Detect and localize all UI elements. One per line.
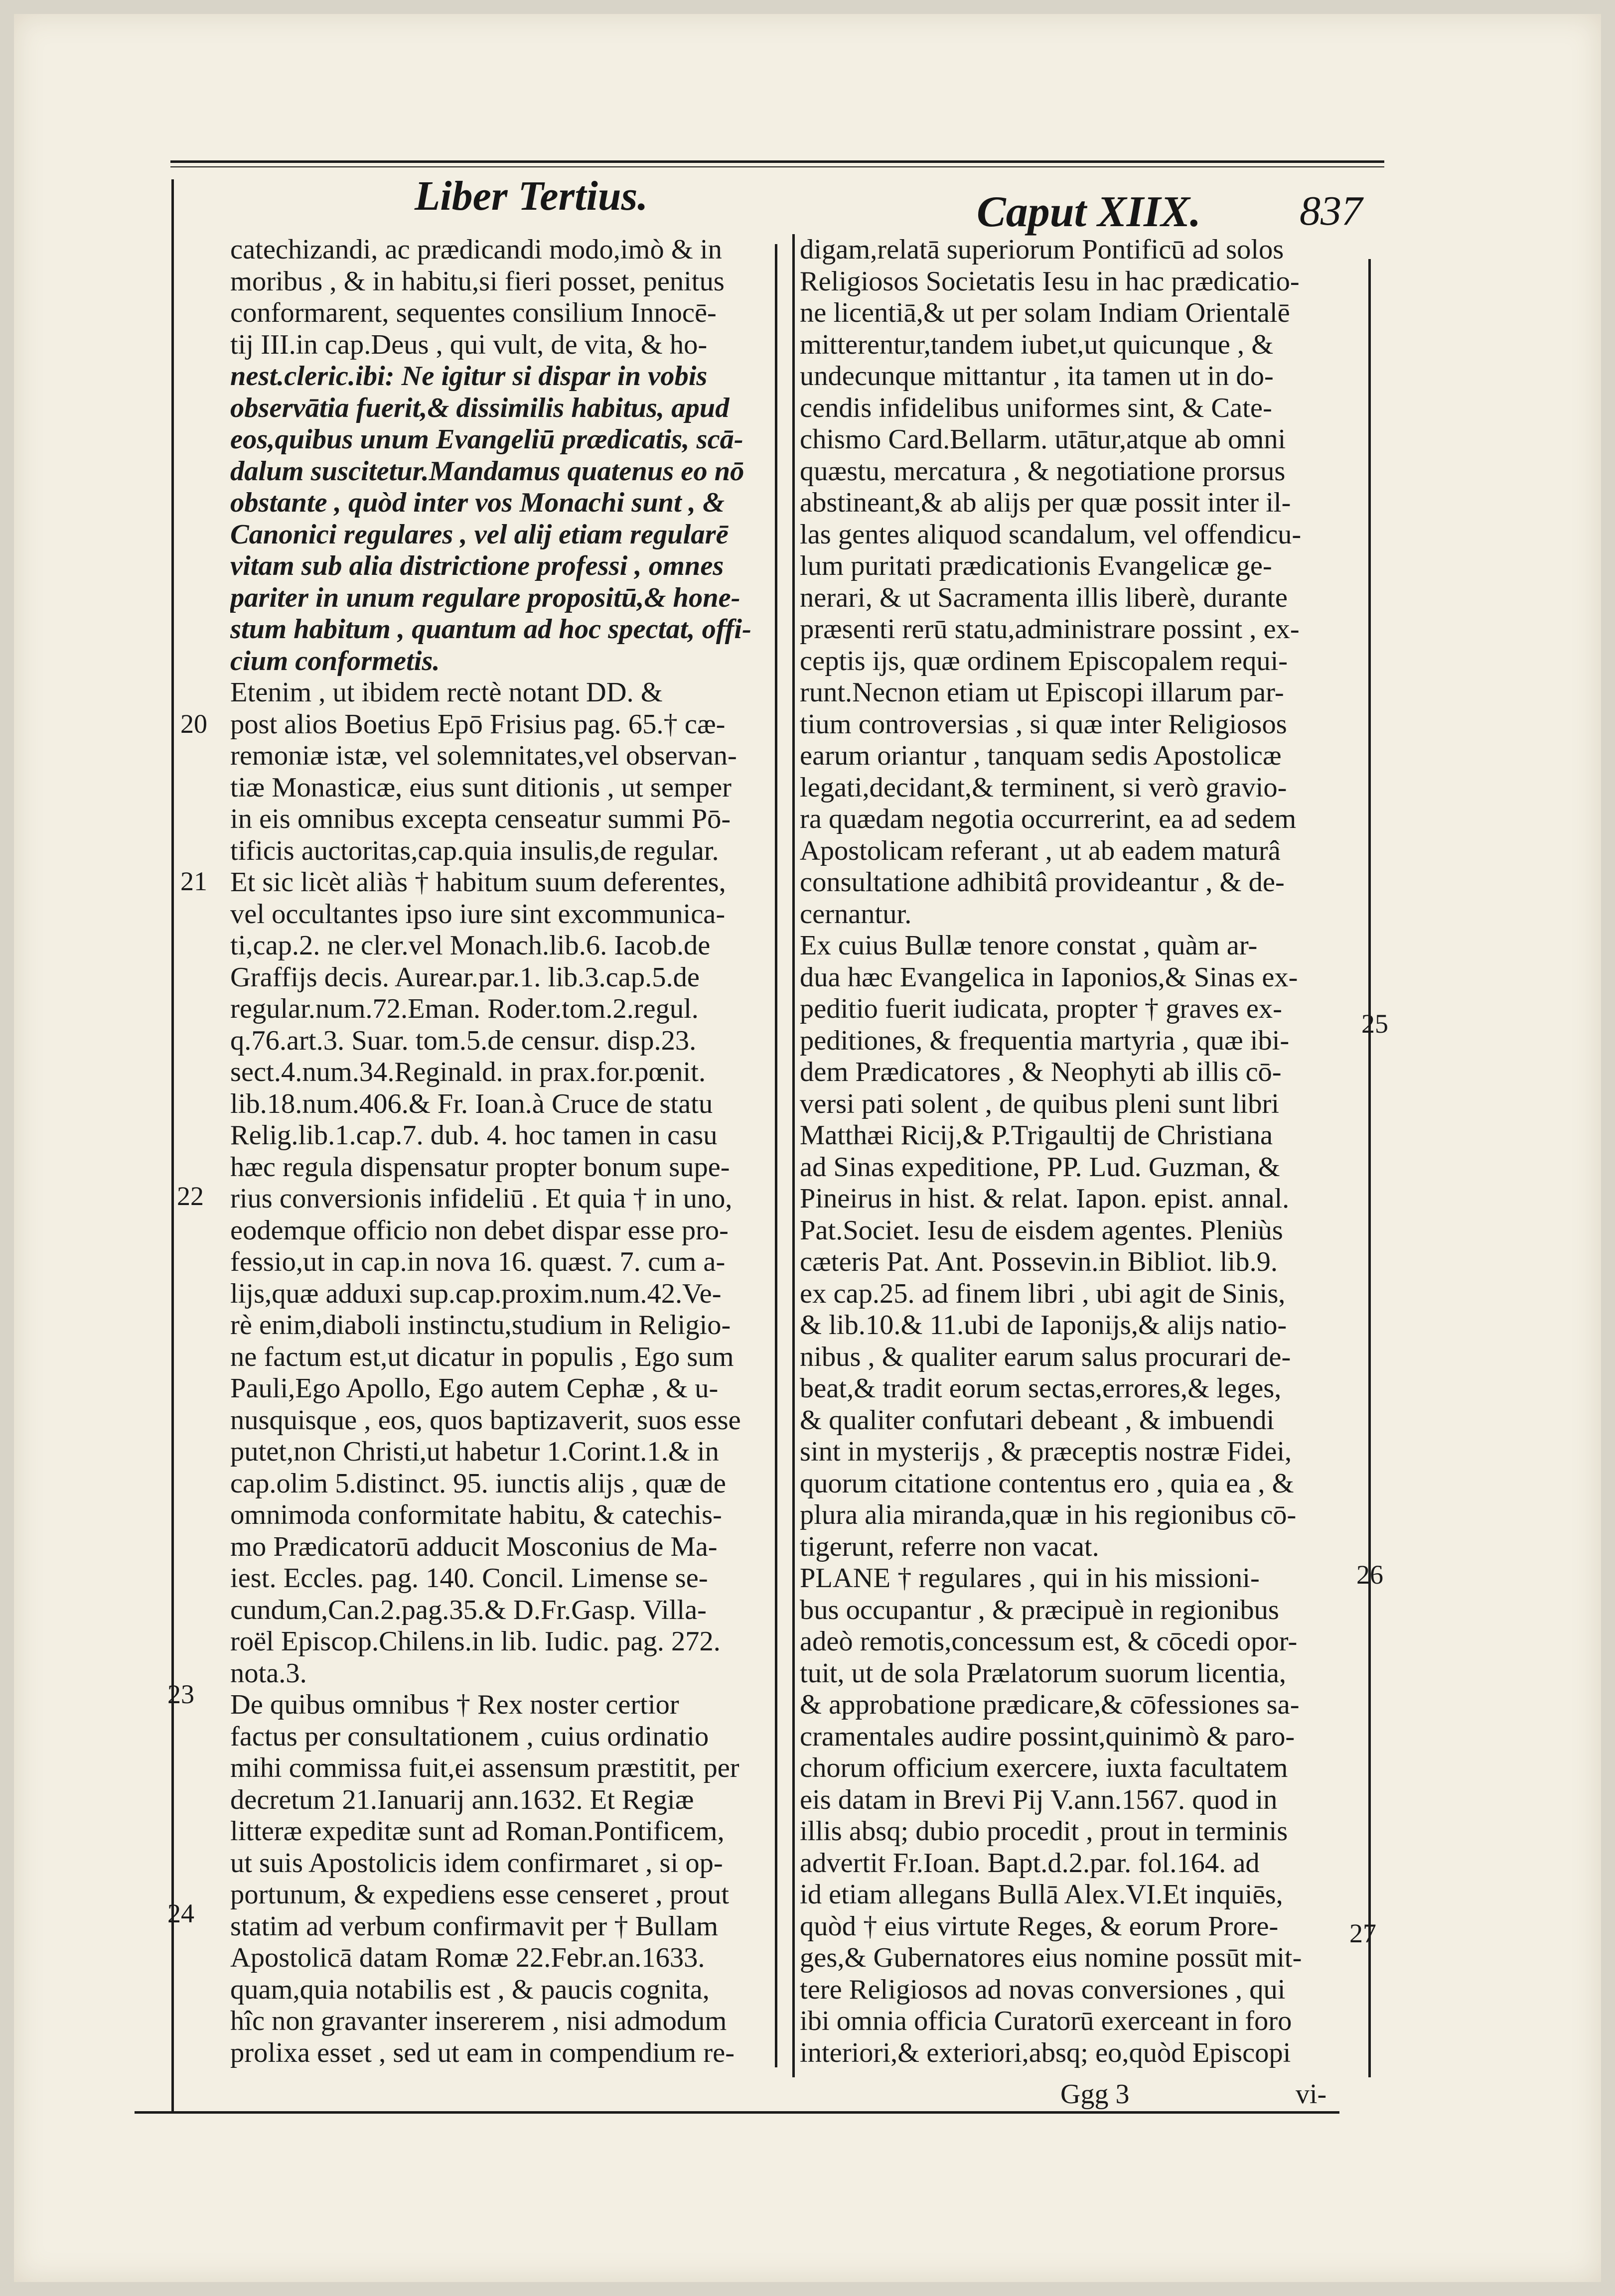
text-line: id etiam allegans Bullā Alex.VI.Et inquiēs, <box>800 1879 1283 1910</box>
column-divider-right <box>792 234 795 2077</box>
text-line: cap.olim 5.distinct. 95. iunctis alijs , quæ de <box>230 1468 726 1499</box>
text-line: ut suis Apostolicis idem confirmaret , si op- <box>230 1847 723 1879</box>
right-text-column <box>800 234 1370 2069</box>
text-line: observātia fuerit,& dissimilis habitus, apud <box>230 392 730 423</box>
text-line: tigerunt, referre non vacat. <box>800 1531 1099 1562</box>
text-line: nusquisque , eos, quos baptizaverit, suos esse <box>230 1404 741 1436</box>
text-line: vel occultantes ipso iure sint excommunica- <box>230 898 726 930</box>
text-line: nota.3. <box>230 1657 307 1689</box>
text-line: hîc non gravanter insererem , nisi admodum <box>230 2006 727 2036</box>
text-line: iest. Eccles. pag. 140. Concil. Limense se- <box>230 1563 708 1594</box>
text-line: sect.4.num.34.Reginald. in prax.for.pœnit. <box>230 1057 706 1087</box>
text-line: cendis infidelibus uniformes sint, & Cate- <box>800 392 1272 423</box>
text-line: dalum suscitetur.Mandamus quatenus eo nō <box>230 455 744 487</box>
text-line: consultatione adhibitâ provideantur , & de- <box>800 867 1285 898</box>
text-line: putet,non Christi,ut habetur 1.Corint.1.& in <box>230 1436 719 1467</box>
text-line: ceptis ijs, quæ ordinem Episcopalem requi- <box>800 645 1288 676</box>
text-line: prolixa esset , sed ut eam in compendium re- <box>230 2037 735 2068</box>
text-line: Matthæi Ricij,& P.Trigaultij de Christiana <box>800 1120 1273 1151</box>
chapter-title: Caput XIIX. <box>977 188 1201 236</box>
text-line: litteræ expeditæ sunt ad Roman.Pontificem, <box>230 1816 725 1847</box>
margin-number-22: 22 <box>177 1181 204 1211</box>
text-line: eodemque officio non debet dispar esse pro- <box>230 1215 729 1246</box>
text-line: illis absq; dubio procedit , prout in terminis <box>800 1816 1288 1847</box>
header-rule-thin <box>170 166 1384 167</box>
text-line: tij III.in cap.Deus , qui vult, de vita, & ho- <box>230 329 708 360</box>
text-line: mo Prædicatorū adducit Mosconius de Ma- <box>230 1531 718 1562</box>
text-line: ad Sinas expeditione, PP. Lud. Guzman, & <box>800 1151 1280 1183</box>
text-line: Canonici regulares , vel alij etiam regularē <box>230 519 729 550</box>
text-line: vitam sub alia districtione professi , omnes <box>230 550 724 581</box>
catchword: vi- <box>1296 2079 1327 2110</box>
text-line: lib.18.num.406.& Fr. Ioan.à Cruce de statu <box>230 1088 713 1119</box>
footer-rule <box>135 2111 1339 2114</box>
text-line: tere Religiosos ad novas conversiones , qui <box>800 1974 1286 2005</box>
text-line: Graffijs decis. Aurear.par.1. lib.3.cap.5.de <box>230 961 700 993</box>
text-line: moribus , & in habitu,si fieri posset, penitus <box>230 266 725 297</box>
text-line: factus per consultationem , cuius ordinatio <box>230 1721 709 1752</box>
text-line: cundum,Can.2.pag.35.& D.Fr.Gasp. Villa- <box>230 1594 707 1625</box>
text-line: tiæ Monasticæ, eius sunt ditionis , ut semper <box>230 772 732 803</box>
text-line: fessio,ut in cap.in nova 16. quæst. 7. cum a- <box>230 1246 726 1277</box>
text-line: runt.Necnon etiam ut Episcopi illarum par- <box>800 677 1284 708</box>
text-line: interiori,& exteriori,absq; eo,quòd Episcopi <box>800 2037 1291 2068</box>
text-line: earum oriantur , tanquam sedis Apostolicæ <box>800 740 1282 771</box>
text-line: lum puritati prædicationis Evangelicæ ge- <box>800 550 1272 581</box>
text-line: nest.cleric.ibi: Ne igitur si dispar in vobis <box>230 361 708 392</box>
signature-mark: Ggg 3 <box>1060 2079 1130 2110</box>
text-line: Etenim , ut ibidem rectè notant DD. & <box>230 677 663 708</box>
text-line: regular.num.72.Eman. Roder.tom.2.regul. <box>230 993 699 1024</box>
text-line: mitterentur,tandem iubet,ut quicunque , & <box>800 329 1274 360</box>
margin-number-24: 24 <box>167 1898 194 1928</box>
text-line: decretum 21.Ianuarij ann.1632. Et Regiæ <box>230 1784 694 1815</box>
text-line: abstineant,& ab alijs per quæ possit inter il- <box>800 487 1291 518</box>
text-line: ges,& Gubernatores eius nomine possūt mit- <box>800 1942 1302 1973</box>
margin-number-21: 21 <box>180 866 207 896</box>
text-line: versi pati solent , de quibus pleni sunt libri <box>800 1088 1279 1119</box>
text-line: digam,relatā superiorum Pontificū ad solos <box>800 234 1284 265</box>
text-line: remoniæ istæ, vel solemnitates,vel observan- <box>230 740 737 771</box>
text-line: chismo Card.Bellarm. utātur,atque ab omni <box>800 424 1286 455</box>
text-line: tuit, ut de sola Prælatorum suorum licentia, <box>800 1657 1287 1689</box>
text-line: dua hæc Evangelica in Iaponios,& Sinas ex- <box>800 961 1298 993</box>
text-line: las gentes aliquod scandalum, vel offendicu- <box>800 519 1302 550</box>
text-line: portunum, & expediens esse censeret , prout <box>230 1879 730 1910</box>
text-line: tium controversias , si quæ inter Religiosos <box>800 708 1287 740</box>
text-line: peditiones, & frequentia martyria , quæ ibi- <box>800 1025 1290 1056</box>
margin-number-23: 23 <box>167 1679 194 1709</box>
text-line: Pat.Societ. Iesu de eisdem agentes. Pleniùs <box>800 1215 1283 1246</box>
text-line: post alios Boetius Epō Frisius pag. 65.† cæ- <box>230 708 726 740</box>
text-line: hæc regula dispensatur propter bonum supe- <box>230 1151 730 1183</box>
running-title: Liber Tertius. <box>415 173 648 219</box>
text-line: conformarent, sequentes consilium Innocē- <box>230 297 717 328</box>
text-line: eis datam in Brevi Pij V.ann.1567. quod in <box>800 1784 1278 1815</box>
text-line: rè enim,diaboli instinctu,studium in Religio- <box>230 1310 731 1341</box>
text-line: Pauli,Ego Apollo, Ego autem Cephæ , & u- <box>230 1373 719 1404</box>
text-line: quæstu, mercatura , & negotiatione prorsus <box>800 455 1286 487</box>
text-line: cernantur. <box>800 898 912 930</box>
text-line: Et sic licèt aliàs † habitum suum deferentes, <box>230 867 726 898</box>
text-line: legati,decidant,& terminent, si verò gravio- <box>800 772 1287 803</box>
text-line: Apostolicā datam Romæ 22.Febr.an.1633. <box>230 1942 705 1973</box>
text-line: cium conformetis. <box>230 645 440 676</box>
text-line: cramentales audire possint,quinimò & paro- <box>800 1721 1295 1752</box>
text-line: De quibus omnibus † Rex noster certior <box>230 1689 679 1720</box>
text-line: catechizandi, ac prædicandi modo,imò & in <box>230 234 722 265</box>
text-line: Relig.lib.1.cap.7. dub. 4. hoc tamen in casu <box>230 1120 718 1151</box>
text-line: PLANE † regulares , qui in his missioni- <box>800 1563 1260 1594</box>
page-number: 837 <box>1300 188 1362 234</box>
text-line: ex cap.25. ad finem libri , ubi agit de Sinis, <box>800 1278 1286 1309</box>
text-line: peditio fuerit iudicata, propter † graves ex- <box>800 993 1282 1024</box>
text-line: q.76.art.3. Suar. tom.5.de censur. disp.23. <box>230 1025 697 1056</box>
text-line: adeò remotis,concessum est, & cōcedi opor- <box>800 1626 1298 1657</box>
text-line: dem Prædicatores , & Neophyti ab illis cō- <box>800 1057 1282 1087</box>
text-line: Pineirus in hist. & relat. Iapon. epist. annal. <box>800 1183 1290 1214</box>
text-line: ibi omnia officia Curatorū exerceant in foro <box>800 2006 1292 2036</box>
text-line: nerari, & ut Sacramenta illis liberè, durante <box>800 582 1288 613</box>
text-line: rius conversionis infideliū . Et quia † in uno, <box>230 1183 733 1214</box>
text-line: eos,quibus unum Evangeliū prædicatis, scā- <box>230 424 743 455</box>
text-line: bus occupantur , & præcipuè in regionibus <box>800 1594 1279 1625</box>
text-line: cæteris Pat. Ant. Possevin.in Bibliot. lib.9. <box>800 1246 1278 1277</box>
text-line: ne licentiā,& ut per solam Indiam Orientalē <box>800 297 1290 328</box>
text-line: Apostolicam referant , ut ab eadem maturâ <box>800 835 1281 866</box>
text-line: & approbatione prædicare,& cōfessiones sa- <box>800 1689 1300 1720</box>
margin-number-27: 27 <box>1349 1918 1376 1948</box>
text-line: quam,quia notabilis est , & paucis cognita, <box>230 1974 710 2005</box>
text-line: mihi commissa fuit,ei assensum præstitit, per <box>230 1753 739 1783</box>
text-line: advertit Fr.Ioan. Bapt.d.2.par. fol.164. ad <box>800 1847 1260 1879</box>
text-line: undecunque mittantur , ita tamen ut in do- <box>800 361 1274 392</box>
text-line: ra quædam negotia occurrerint, ea ad sedem <box>800 804 1297 834</box>
text-line: tificis auctoritas,cap.quia insulis,de regular. <box>230 835 719 866</box>
text-line: chorum officium exercere, iuxta facultatem <box>800 1753 1288 1783</box>
margin-number-20: 20 <box>180 709 207 739</box>
margin-number-25: 25 <box>1361 1009 1388 1039</box>
text-line: ne factum est,ut dicatur in populis , Ego sum <box>230 1341 734 1372</box>
text-line: lijs,quæ adduxi sup.cap.proxim.num.42.Ve- <box>230 1278 722 1309</box>
margin-number-26: 26 <box>1356 1560 1383 1590</box>
text-line: sint in mysterijs , & præceptis nostræ Fidei, <box>800 1436 1292 1467</box>
text-line: & qualiter confutari debeant , & imbuendi <box>800 1404 1275 1436</box>
text-line: roël Episcop.Chilens.in lib. Iudic. pag. 272. <box>230 1626 721 1657</box>
text-line: stum habitum , quantum ad hoc spectat, offi- <box>230 614 751 645</box>
text-line: Ex cuius Bullæ tenore constat , quàm ar- <box>800 930 1258 961</box>
text-line: in eis omnibus excepta censeatur summi Pō- <box>230 804 731 834</box>
text-line: statim ad verbum confirmavit per † Bullam <box>230 1910 719 1942</box>
text-line: nibus , & qualiter earum salus procurari de- <box>800 1341 1291 1372</box>
text-line: obstante , quòd inter vos Monachi sunt , & <box>230 487 725 518</box>
left-text-column <box>230 234 753 2069</box>
text-line: beat,& tradit eorum sectas,errores,& leges, <box>800 1373 1282 1404</box>
text-line: præsenti rerū statu,administrare possint , ex- <box>800 614 1300 645</box>
text-line: quòd † eius virtute Reges, & eorum Prore- <box>800 1910 1279 1942</box>
text-line: pariter in unum regulare propositū,& hone- <box>230 582 740 613</box>
column-divider-left <box>775 244 777 2067</box>
text-line: Religiosos Societatis Iesu in hac prædicatio- <box>800 266 1300 297</box>
text-line: quorum citatione contentus ero , quia ea , & <box>800 1468 1294 1499</box>
header-rule <box>170 160 1384 163</box>
text-line: omnimoda conformitate habitu, & catechis- <box>230 1499 722 1530</box>
text-line: ti,cap.2. ne cler.vel Monach.lib.6. Iacob.de <box>230 930 711 961</box>
left-border-rule <box>171 179 174 2112</box>
text-line: plura alia miranda,quæ in his regionibus cō- <box>800 1499 1297 1530</box>
text-line: & lib.10.& 11.ubi de Iaponijs,& alijs natio- <box>800 1310 1287 1341</box>
